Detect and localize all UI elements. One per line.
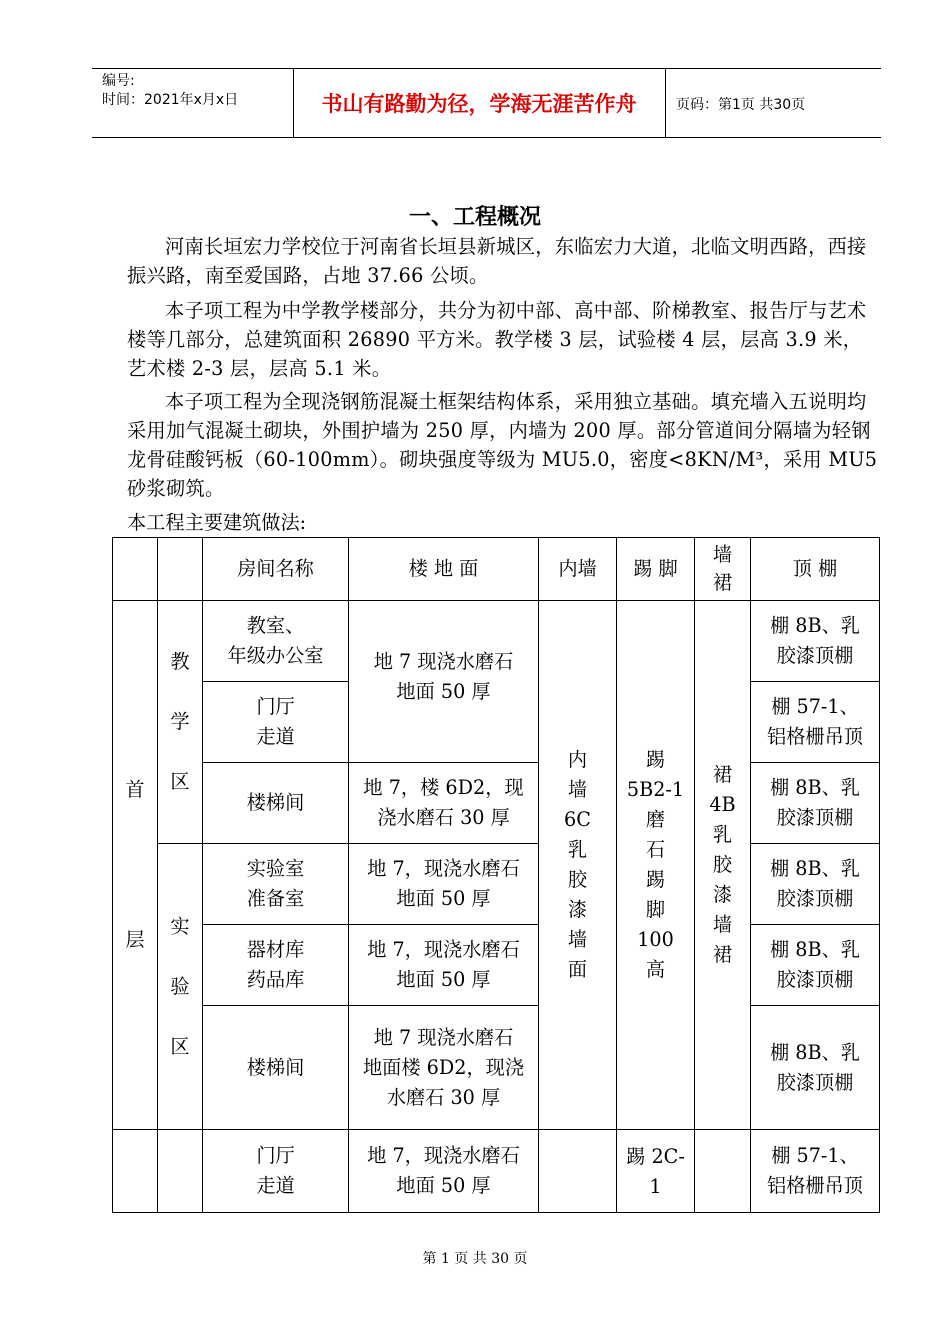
time-label: 时间：2021年x月x日 <box>102 92 239 108</box>
ceiling-cell: 棚 57-1、 铝格栅吊顶 <box>751 1130 880 1213</box>
header-page-info: 页码：第1页 共30页 <box>676 97 806 113</box>
room-cell: 门厅 走道 <box>203 1130 349 1213</box>
header-divider <box>665 69 666 137</box>
construction-table <box>112 537 880 1213</box>
ceiling-cell: 棚 8B、乳 胶漆顶棚 <box>751 925 880 1006</box>
paragraph: 本子项工程为中学教学楼部分，共分为初中部、高中部、阶梯教室、报告厅与艺术楼等几部分，总建筑面积 26890 平方米。教学楼 3 层，试验楼 4 层，层高 3.9 米，艺术楼 2-3 层，层高 5.1 米。 <box>127 299 867 380</box>
table-row <box>113 763 880 844</box>
floor-cell: 地 7 现浇水磨石 地面 50 厚 <box>349 601 539 763</box>
zone-cell <box>158 1130 203 1213</box>
table-row <box>113 844 880 925</box>
header-ceiling: 顶 棚 <box>751 538 880 601</box>
floor-cell: 地 7，现浇水磨石 地面 50 厚 <box>349 925 539 1006</box>
table-header-cell <box>158 538 203 601</box>
header-room: 房间名称 <box>203 538 349 601</box>
zone-cell: 教 学 区 <box>158 601 203 844</box>
header-inner-wall: 内墙 <box>539 538 617 601</box>
header-floor: 楼 地 面 <box>349 538 539 601</box>
header-motto: 书山有路勤为径，学海无涯苦作舟 <box>321 92 637 116</box>
level-cell: 首 层 <box>113 601 158 1130</box>
floor-cell: 地 7，现浇水磨石 地面 50 厚 <box>349 844 539 925</box>
page-footer: 第 1 页 共 30 页 <box>422 1251 528 1267</box>
dado-cell: 裙 4B 乳 胶 漆 墙 裙 <box>695 601 751 1130</box>
skirting-cell: 踢 2C- 1 <box>617 1130 695 1213</box>
paragraph: 河南长垣宏力学校位于河南省长垣县新城区，东临宏力大道，北临文明西路，西接振兴路，南至爱国路，占地 37.66 公顷。 <box>127 235 867 287</box>
zone-cell: 实 验 区 <box>158 844 203 1130</box>
header-dado: 墙 裙 <box>695 538 751 601</box>
table-row <box>113 1006 880 1130</box>
ceiling-cell: 棚 57-1、 铝格栅吊顶 <box>751 682 880 763</box>
table-header-row <box>113 538 880 601</box>
room-cell: 器材库 药品库 <box>203 925 349 1006</box>
table-row <box>113 925 880 1006</box>
table-intro: 本工程主要建筑做法: <box>127 511 307 534</box>
ceiling-cell: 棚 8B、乳 胶漆顶棚 <box>751 844 880 925</box>
inner-wall-cell <box>539 1130 617 1213</box>
ceiling-cell: 棚 8B、乳 胶漆顶棚 <box>751 1006 880 1130</box>
ceiling-cell: 棚 8B、乳 胶漆顶棚 <box>751 601 880 682</box>
paragraph: 本子项工程为全现浇钢筋混凝土框架结构体系，采用独立基础。填充墙入五说明均采用加气混凝土砌块，外围护墙为 250 厚，内墙为 200 厚。部分管道间分隔墙为轻钢龙骨硅酸钙板（60-100mm）。砌块强度等级为 MU5.0，密度<8KN/M³，采用 MU5 砂浆砌筑。 <box>127 390 878 500</box>
ceiling-cell: 棚 8B、乳 胶漆顶棚 <box>751 763 880 844</box>
room-cell: 实验室 准备室 <box>203 844 349 925</box>
dado-cell <box>695 1130 751 1213</box>
header-meta <box>102 72 238 110</box>
inner-wall-cell: 内 墙 6C 乳 胶 漆 墙 面 <box>539 601 617 1130</box>
table-row <box>113 601 880 682</box>
table-header-cell <box>113 538 158 601</box>
serial-label: 编号: <box>102 73 135 89</box>
floor-cell: 地 7 现浇水磨石 地面楼 6D2，现浇 水磨石 30 厚 <box>349 1006 539 1130</box>
room-cell: 楼梯间 <box>203 763 349 844</box>
floor-cell: 地 7，楼 6D2，现 浇水磨石 30 厚 <box>349 763 539 844</box>
header-skirting: 踢 脚 <box>617 538 695 601</box>
room-cell: 教室、 年级办公室 <box>203 601 349 682</box>
page-header <box>92 68 881 138</box>
room-cell: 楼梯间 <box>203 1006 349 1130</box>
floor-cell: 地 7，现浇水磨石 地面 50 厚 <box>349 1130 539 1213</box>
level-cell <box>113 1130 158 1213</box>
section-title: 一、工程概况 <box>408 205 541 230</box>
room-cell: 门厅 走道 <box>203 682 349 763</box>
skirting-cell: 踢 5B2-1 磨 石 踢 脚 100 高 <box>617 601 695 1130</box>
table-row <box>113 1130 880 1213</box>
